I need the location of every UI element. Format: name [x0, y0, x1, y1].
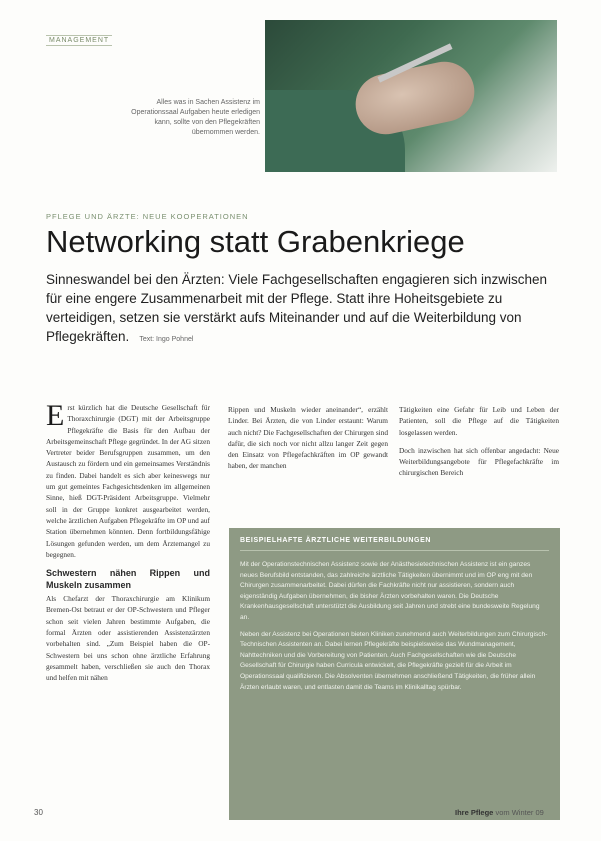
paragraph: Als Chefarzt der Thoraxchirurgie am Klinikum Bremen-Ost betraut er der OP-Schwestern und Pfleger schon seit vielen Jahren bestimmte Aufgaben, die formal Ärzten oder assistierenden Assistenzärzten vorbehalten sind. „Zum Beispiel haben die OP-Schwestern bei uns schon ohne ärztliche Erfahrung gesammelt haben, verschließen sie auch den Thorax und helfen mit nähen	[46, 594, 210, 683]
section-rubric: MANAGEMENT	[46, 35, 112, 46]
journal-footer	[455, 808, 544, 817]
article-subhead: Schwestern nähen Rippen und Muskeln zusammen	[46, 568, 210, 591]
article-headline: Networking statt Grabenkriege	[46, 224, 465, 259]
info-box-paragraph: Neben der Assistenz bei Operationen bieten Kliniken zunehmend auch Weiterbildungen zum Chirurgisch-Technischen Assistenten an. Dabei lernen Pflegekräfte beispielsweise das Wundmanagement, Nahttechniken und die Vorbereitung von Patienten. Auch Fachgesellschaften wie die Deutsche Gesellschaft für Chirurgie haben Curricula entwickelt, die Pflegekräfte gezielt für die Arbeit im Operationssaal qualifizieren. Die Absolventen übernehmen anschließend Tätigkeiten, die früher allein Ärzten erlaubt waren, und entlasten damit die Teams im Klinikalltag spürbar.	[240, 630, 548, 691]
paragraph: Rippen und Muskeln wieder aneinander“, erzählt Linder. Bei Ärzten, die von Linder erstaunt: Warum auch nicht? Die Fachgesellschaften der Chirurgen sind dafür, die sich noch vor nicht allzu langer Zeit gegen den Einsatz von Pflegefachkräften im OP gewandt haben, der manchen	[228, 405, 388, 471]
journal-name: Ihre Pflege	[455, 808, 494, 817]
photo-caption: Alles was in Sachen Assistenz im Operationssaal Aufgaben heute erledigen kann, sollte von den Pflegekräften übernommen werden.	[131, 99, 260, 136]
paragraph-text: rst kürzlich hat die Deutsche Gesellschaft für Thoraxchirurgie (DGT) mit der Arbeitsgruppe Pflegekräfte die Basis für den Aufbau der Arbeitsgemeinschaft Pflege gegründet. In der AG sitzen Vertreter beider Berufsgruppen zusammen, um den Austausch zu fördern und ein gemeinsames Verständnis zu finden. Dabei handelt es sich aber keineswegs nur um gut gemeintes Fachgesichtsdenken im allgemeinen Sinne, hieß DGT-Präsident Arbeitsgruppe. Vielmehr soll in der Gruppe konkret ausgearbeitet werden, welche ärztlichen Aufgaben Pflegekräfte im OP und auf Station übernehmen könnten. Denn fortbildungsfähige Lösungen gefunden werden, um dem Ärztemangel zu begegnen.	[46, 403, 210, 559]
drop-cap: E	[46, 399, 65, 432]
text-column-1	[46, 399, 210, 691]
page-number: 30	[34, 808, 43, 817]
photo-hand-shape	[350, 56, 480, 140]
info-box	[229, 528, 560, 820]
paragraph: Tätigkeiten eine Gefahr für Leib und Leben der Patienten, soll die Pflege auf die Tätigkeiten losgelassen werden.	[399, 405, 559, 437]
info-box-divider	[240, 550, 549, 551]
info-box-body	[240, 560, 549, 699]
paragraph: Doch inzwischen hat sich offenbar angedacht: Neue Weiterbildungsangebote für Pflegefachkräfte im chirurgischen Bereich	[399, 445, 559, 478]
article-photo	[265, 20, 557, 172]
journal-issue: vom Winter 09	[495, 808, 544, 817]
article-lead	[46, 270, 566, 349]
info-box-paragraph: Mit der Operationstechnischen Assistenz sowie der Anästhesietechnischen Assistenz ist ein ganzes neues Berufsbild entstanden, das zahlreiche ärztliche Tätigkeiten übernimmt und im OP eng mit den Chirurgen zusammenarbeitet. Dabei dürfen die Fachkräfte nicht nur assistieren, sondern auch eigenständig Aufgaben übernehmen, die bisher Ärzten vorbehalten waren. Die Deutsche Krankenhausgesellschaft unterstützt die Ausbildung seit Jahren und strebt eine bundesweite Regelung an.	[240, 561, 540, 621]
info-box-title: BEISPIELHAFTE ÄRZTLICHE WEITERBILDUNGEN	[240, 537, 432, 544]
paragraph	[46, 399, 210, 560]
text-column-3	[399, 404, 559, 486]
lead-text: Sinneswandel bei den Ärzten: Viele Fachgesellschaften engagieren sich inzwischen für eine engere Zusammenarbeit mit der Pflege. Statt ihre Hoheitsgebiete zu verteidigen, setzen sie verstärkt aufs Miteinander und auf die Weiterbildung von Pflegekräften.	[46, 272, 548, 344]
article-kicker: PFLEGE UND ÄRZTE: NEUE KOOPERATIONEN	[46, 212, 249, 221]
article-author: Text: Ingo Pohnel	[139, 336, 194, 343]
text-column-2	[228, 404, 388, 479]
